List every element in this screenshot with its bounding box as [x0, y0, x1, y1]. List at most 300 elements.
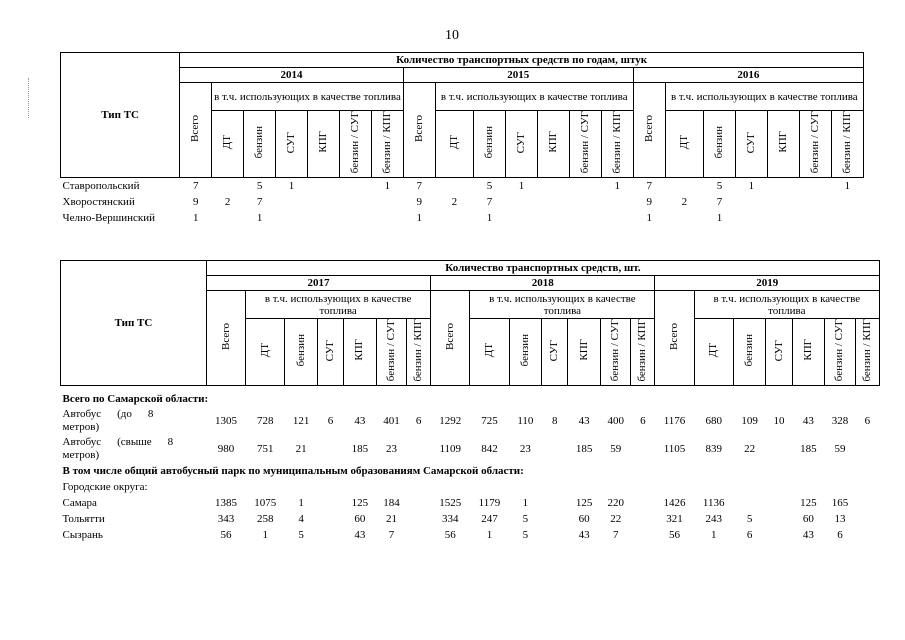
fuel-subheader: в т.ч. использующих в качестве топлива [435, 83, 633, 111]
data-cell: 6 [415, 415, 422, 428]
total-header [655, 291, 694, 386]
data-cell [766, 527, 792, 543]
data-cell [506, 194, 538, 210]
data-cell: 1426 [663, 497, 686, 510]
data-cell [339, 194, 371, 210]
fuel-label: бензин / КПГ [380, 111, 393, 174]
data-cell [407, 511, 431, 527]
data-cell: 59 [834, 443, 846, 456]
data-cell [339, 177, 371, 194]
data-cell: 220 [607, 497, 624, 510]
fuel-label: ДТ [221, 135, 234, 150]
total-header [206, 291, 245, 386]
data-cell: 400 [607, 415, 624, 428]
fuel-column-header [407, 319, 431, 386]
data-cell [767, 210, 799, 226]
data-cell: 5 [522, 513, 529, 526]
data-cell: 56 [444, 529, 456, 542]
fuel-column-header [831, 111, 863, 178]
data-cell: 1525 [439, 497, 462, 510]
total-header [180, 83, 212, 178]
fuel-column-header [542, 319, 568, 386]
row-label-part: метров) [62, 421, 100, 434]
data-cell [537, 177, 569, 194]
section-label: Всего по Самарской области: [62, 393, 209, 406]
fuel-label: бензин / КПГ [840, 111, 853, 174]
table-row [61, 527, 880, 543]
subsection-label: Городские округа: [62, 481, 148, 494]
data-cell: 185 [351, 443, 369, 456]
row-label-part: Автобус [62, 408, 102, 421]
data-cell [855, 435, 879, 463]
fuel-column-header [212, 111, 244, 178]
fuel-label: КПГ [577, 339, 590, 362]
data-cell: 7 [192, 179, 199, 192]
fuel-label: бензин / СУГ [348, 111, 361, 174]
data-cell: 23 [385, 443, 397, 456]
data-cell [307, 177, 339, 194]
data-cell: 43 [802, 529, 814, 542]
data-cell: 728 [256, 415, 274, 428]
fuel-label: бензин [294, 334, 307, 367]
fuel-column-header [474, 111, 506, 178]
data-cell: 1 [614, 179, 621, 192]
fuel-label: бензин / СУГ [808, 111, 821, 174]
data-cell [435, 177, 473, 194]
type-header: Тип ТС [61, 53, 180, 178]
fuel-column-header [766, 319, 792, 386]
row-label: Сызрань [62, 529, 103, 542]
data-cell: 22 [610, 513, 622, 526]
data-cell: 60 [578, 513, 590, 526]
fuel-column-header [799, 111, 831, 178]
table1-title: Количество транспортных средств по годам, штук [180, 53, 864, 68]
data-cell [407, 435, 431, 463]
data-cell: 1 [192, 211, 199, 224]
data-cell: 7 [716, 195, 723, 208]
year-header: 2018 [431, 276, 655, 291]
fuel-column-header [376, 319, 406, 386]
row-label: Челно-Вершинский [62, 211, 156, 224]
data-cell: 23 [519, 443, 531, 456]
year-header: 2014 [180, 68, 404, 83]
data-cell [855, 527, 879, 543]
data-cell: 1 [748, 179, 755, 192]
section-label: В том числе общий автобусный парк по муниципальным образованиям Самарской области: [62, 465, 524, 478]
fuel-subheader: в т.ч. использующих в качестве топлива [665, 83, 863, 111]
fuel-label: СУГ [514, 131, 527, 153]
data-cell: 2 [451, 195, 458, 208]
data-cell [767, 177, 799, 194]
table-row [61, 194, 864, 210]
data-cell: 9 [192, 195, 199, 208]
fuel-column-header [344, 319, 377, 386]
fuel-label: ДТ [707, 343, 720, 358]
fuel-label: бензин / КПГ [610, 111, 623, 174]
fuel-label: бензин / СУГ [578, 111, 591, 174]
fuel-column-header [600, 319, 630, 386]
data-cell [371, 210, 403, 226]
fuel-label: КПГ [546, 131, 559, 154]
fuel-label: бензин [743, 334, 756, 367]
data-cell [799, 177, 831, 194]
fuel-column-header [767, 111, 799, 178]
fuel-column-header [694, 319, 733, 386]
fuel-column-header [244, 111, 276, 178]
fuel-column-header [509, 319, 542, 386]
data-cell: 7 [256, 195, 263, 208]
fuel-label: бензин / СУГ [609, 319, 622, 382]
total-label: Всего [412, 114, 425, 142]
table-row [61, 511, 880, 527]
data-cell: 2 [681, 195, 688, 208]
data-cell [317, 435, 343, 463]
total-header [633, 83, 665, 178]
data-cell: 6 [327, 415, 334, 428]
data-cell: 22 [744, 443, 756, 456]
data-cell: 6 [837, 529, 843, 542]
data-cell: 7 [486, 195, 493, 208]
table2-title: Количество транспортных средств, шт. [206, 261, 879, 276]
row-label: Тольятти [62, 513, 105, 526]
data-cell: 125 [351, 497, 369, 510]
data-cell [276, 194, 308, 210]
data-cell: 1 [256, 211, 263, 224]
data-cell: 5 [522, 529, 529, 542]
data-cell [799, 194, 831, 210]
data-cell: 21 [295, 443, 307, 456]
fuel-column-header [665, 111, 703, 178]
total-label: Всего [443, 322, 456, 350]
data-cell [831, 194, 863, 210]
data-cell: 243 [705, 513, 722, 526]
fuel-label: СУГ [772, 339, 785, 361]
data-cell [601, 194, 633, 210]
row-label [61, 435, 207, 463]
data-cell: 1109 [439, 443, 462, 456]
fuel-label: бензин / КПГ [412, 319, 425, 382]
fuel-label: бензин / СУГ [384, 319, 397, 382]
data-cell: 1 [262, 529, 268, 542]
data-cell: 185 [575, 443, 593, 456]
fuel-column-header [276, 111, 308, 178]
fuel-column-header [735, 111, 767, 178]
data-cell [542, 511, 568, 527]
data-cell: 5 [486, 179, 493, 192]
data-cell: 980 [217, 443, 235, 456]
data-cell [371, 194, 403, 210]
table-row [61, 495, 880, 511]
fuel-label: ДТ [677, 135, 690, 150]
data-cell: 1305 [215, 415, 237, 428]
fuel-label: КПГ [353, 339, 366, 362]
data-cell: 43 [354, 415, 366, 428]
vehicles-table-2017-2019 [60, 260, 880, 543]
data-cell [735, 210, 767, 226]
data-cell: 184 [383, 497, 400, 510]
data-cell: 110 [517, 415, 534, 428]
data-cell: 5 [746, 513, 753, 526]
data-cell [542, 527, 568, 543]
data-cell: 343 [217, 513, 235, 526]
total-header [431, 291, 470, 386]
data-cell: 6 [864, 415, 871, 428]
data-cell: 10 [773, 415, 785, 428]
table-row [61, 210, 864, 226]
fuel-label: бензин [253, 126, 266, 159]
fuel-column-header [307, 111, 339, 178]
data-cell: 60 [802, 513, 814, 526]
data-cell [665, 177, 703, 194]
data-cell: 328 [831, 415, 849, 428]
data-cell [212, 210, 244, 226]
fuel-subheader: в т.ч. использующих в качестве топлива [470, 291, 655, 319]
table-row [61, 435, 880, 463]
data-cell: 1075 [254, 497, 277, 510]
total-label: Всего [219, 322, 232, 350]
fuel-subheader: в т.ч. использующих в качестве топлива [694, 291, 879, 319]
data-cell: 1136 [702, 497, 725, 510]
data-cell: 1 [288, 179, 295, 192]
row-label [61, 407, 207, 435]
data-cell: 1385 [215, 497, 237, 510]
data-cell [601, 210, 633, 226]
row-label-part: метров) [62, 449, 100, 462]
data-cell [855, 495, 879, 511]
data-cell [569, 177, 601, 194]
data-cell [733, 495, 766, 511]
data-cell [799, 210, 831, 226]
data-cell [631, 511, 655, 527]
data-cell [569, 210, 601, 226]
data-cell [631, 527, 655, 543]
fuel-column-header [506, 111, 538, 178]
fuel-label: КПГ [801, 339, 814, 362]
page-number: 10 [445, 28, 459, 43]
total-header [403, 83, 435, 178]
data-cell: 7 [416, 179, 423, 192]
data-cell: 7 [388, 529, 395, 542]
fuel-column-header [470, 319, 509, 386]
data-cell: 59 [610, 443, 622, 456]
data-cell: 6 [746, 529, 753, 542]
data-cell [831, 210, 863, 226]
data-cell: 334 [442, 513, 459, 526]
fuel-label: ДТ [482, 343, 495, 358]
data-cell [631, 495, 655, 511]
data-cell: 13 [834, 513, 846, 526]
year-header: 2019 [655, 276, 880, 291]
data-cell: 43 [354, 529, 366, 542]
data-cell [665, 210, 703, 226]
data-cell: 1179 [478, 497, 501, 510]
fuel-column-header [537, 111, 569, 178]
fuel-column-header [339, 111, 371, 178]
row-label-part: 8 [147, 408, 154, 421]
data-cell [407, 495, 431, 511]
data-cell [767, 194, 799, 210]
data-cell [317, 495, 343, 511]
row-label-part: (до [117, 408, 132, 421]
type-header: Тип ТС [61, 261, 207, 386]
data-cell: 1 [384, 179, 391, 192]
data-cell: 321 [666, 513, 683, 526]
subsection-row [61, 479, 880, 495]
data-cell: 4 [298, 513, 304, 526]
data-cell: 9 [416, 195, 423, 208]
row-label-part: 8 [167, 436, 174, 449]
year-header: 2015 [403, 68, 633, 83]
margin-mark [28, 78, 35, 118]
fuel-label: СУГ [548, 339, 561, 361]
data-cell: 5 [256, 179, 263, 192]
table-row [61, 407, 880, 435]
fuel-column-header [825, 319, 855, 386]
fuel-label: КПГ [316, 131, 329, 154]
data-cell: 725 [481, 415, 498, 428]
data-cell [569, 194, 601, 210]
data-cell: 1 [486, 211, 493, 224]
fuel-label: СУГ [744, 131, 757, 153]
fuel-label: бензин [518, 334, 531, 367]
year-header: 2017 [206, 276, 430, 291]
data-cell [855, 511, 879, 527]
data-cell: 751 [256, 443, 274, 456]
data-cell: 2 [224, 195, 231, 208]
section-row [61, 391, 880, 407]
data-cell: 1 [518, 179, 525, 192]
data-cell [317, 527, 343, 543]
fuel-column-header [568, 319, 601, 386]
data-cell: 165 [831, 497, 849, 510]
fuel-label: бензин / КПГ [860, 319, 873, 382]
section-row [61, 463, 880, 479]
data-cell [317, 511, 343, 527]
data-cell: 43 [802, 415, 814, 428]
data-cell [307, 210, 339, 226]
fuel-column-header [569, 111, 601, 178]
fuel-label: ДТ [447, 135, 460, 150]
data-cell: 1 [716, 211, 723, 224]
data-cell: 1 [710, 529, 717, 542]
fuel-column-header [601, 111, 633, 178]
data-cell [766, 435, 792, 463]
data-cell [766, 511, 792, 527]
fuel-label: бензин / СУГ [833, 319, 846, 382]
data-cell [537, 210, 569, 226]
data-cell: 7 [612, 529, 619, 542]
fuel-column-header [855, 319, 879, 386]
row-label: Самара [62, 497, 97, 510]
data-cell: 9 [646, 195, 652, 208]
data-cell: 125 [800, 497, 817, 510]
row-label-part: (свыше [117, 436, 152, 449]
fuel-label: ДТ [258, 343, 271, 358]
fuel-label: бензин / КПГ [636, 319, 649, 382]
data-cell: 56 [669, 529, 680, 542]
data-cell: 56 [220, 529, 232, 542]
fuel-column-header [733, 319, 766, 386]
table-row [61, 177, 864, 194]
data-cell: 6 [640, 415, 646, 428]
data-cell [537, 194, 569, 210]
data-cell: 258 [256, 513, 274, 526]
data-cell: 43 [578, 529, 590, 542]
total-label: Всего [189, 114, 202, 142]
data-cell [339, 210, 371, 226]
data-cell [212, 177, 244, 194]
data-cell: 680 [705, 415, 722, 428]
data-cell: 1105 [663, 443, 686, 456]
fuel-label: СУГ [285, 131, 298, 153]
fuel-column-header [631, 319, 655, 386]
data-cell [506, 210, 538, 226]
data-cell: 1 [522, 497, 529, 510]
vehicles-table-2014-2016 [60, 52, 864, 226]
data-cell: 8 [552, 415, 558, 428]
data-cell [407, 527, 431, 543]
data-cell: 1176 [663, 415, 686, 428]
total-label: Всего [642, 114, 655, 142]
fuel-column-header [435, 111, 473, 178]
row-label: Хворостянский [62, 195, 135, 208]
fuel-label: бензин [483, 126, 496, 159]
fuel-column-header [246, 319, 285, 386]
data-cell [307, 194, 339, 210]
fuel-column-header [371, 111, 403, 178]
data-cell: 401 [383, 415, 400, 428]
fuel-column-header [317, 319, 343, 386]
fuel-subheader: в т.ч. использующих в качестве топлива [212, 83, 404, 111]
data-cell [435, 210, 473, 226]
data-cell [542, 495, 568, 511]
data-cell: 1292 [439, 415, 462, 428]
data-cell: 247 [481, 513, 498, 526]
data-cell: 109 [741, 415, 758, 428]
data-cell: 5 [298, 529, 304, 542]
fuel-label: КПГ [776, 131, 789, 154]
data-cell: 43 [578, 415, 590, 428]
row-label-part: Автобус [62, 436, 102, 449]
data-cell: 842 [481, 443, 498, 456]
year-header: 2016 [633, 68, 863, 83]
row-label: Ставропольский [62, 179, 140, 192]
data-cell [766, 495, 792, 511]
fuel-column-header [285, 319, 318, 386]
data-cell: 839 [705, 443, 722, 456]
fuel-label: СУГ [324, 339, 336, 361]
data-cell [631, 435, 655, 463]
data-cell: 185 [800, 443, 817, 456]
data-cell [276, 210, 308, 226]
total-label: Всего [668, 322, 680, 350]
fuel-label: бензин [712, 126, 725, 159]
data-cell: 5 [716, 179, 723, 192]
fuel-subheader: в т.ч. использующих в качестве топлива [246, 291, 431, 319]
data-cell: 121 [292, 415, 310, 428]
data-cell: 1 [298, 497, 304, 510]
data-cell: 21 [385, 513, 397, 526]
data-cell: 1 [416, 211, 423, 224]
data-cell: 125 [575, 497, 593, 510]
data-cell: 1 [646, 211, 652, 224]
data-cell: 1 [844, 179, 851, 192]
data-cell [735, 194, 767, 210]
fuel-column-header [704, 111, 736, 178]
data-cell: 60 [354, 513, 366, 526]
data-cell: 1 [486, 529, 493, 542]
data-cell: 7 [646, 179, 652, 192]
